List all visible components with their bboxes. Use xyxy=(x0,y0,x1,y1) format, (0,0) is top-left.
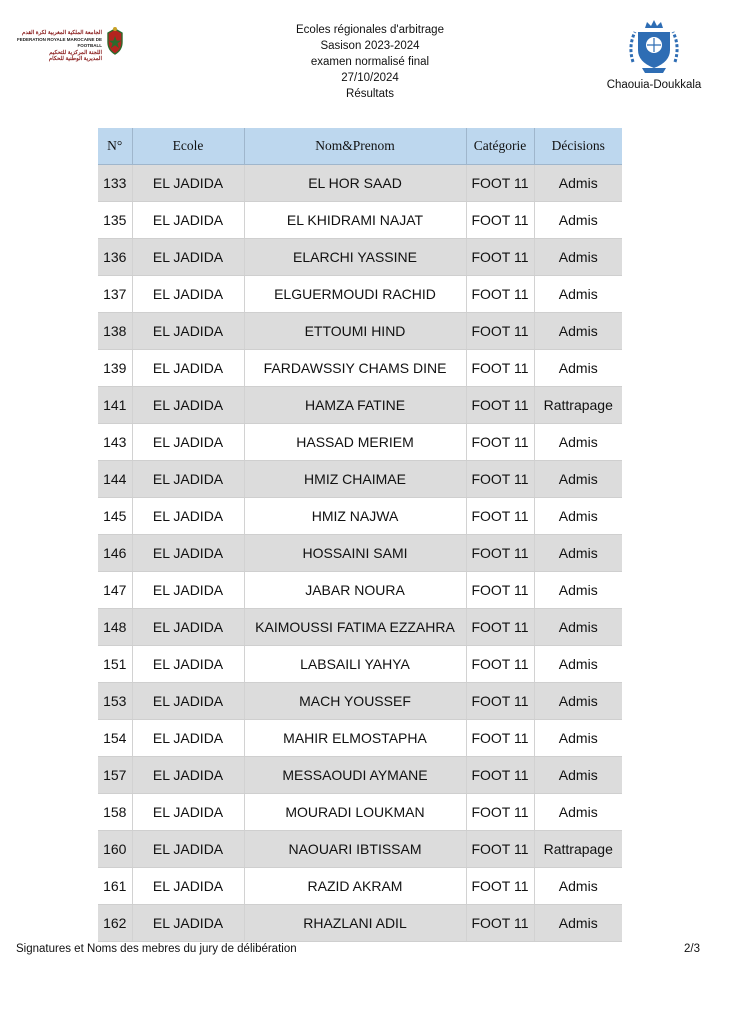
cell-decision: Admis xyxy=(534,720,622,757)
cell-category: FOOT 11 xyxy=(466,498,534,535)
cell-decision: Rattrapage xyxy=(534,831,622,868)
cell-number: 146 xyxy=(98,535,132,572)
cell-decision: Admis xyxy=(534,757,622,794)
cell-category: FOOT 11 xyxy=(466,313,534,350)
cell-decision: Admis xyxy=(534,683,622,720)
cell-number: 160 xyxy=(98,831,132,868)
cell-category: FOOT 11 xyxy=(466,831,534,868)
cell-decision: Admis xyxy=(534,165,622,202)
cell-school: EL JADIDA xyxy=(132,794,244,831)
cell-number: 148 xyxy=(98,609,132,646)
cell-name: EL HOR SAAD xyxy=(244,165,466,202)
table-row xyxy=(98,239,622,276)
document-title xyxy=(230,22,510,102)
cell-name: RHAZLANI ADIL xyxy=(244,905,466,942)
table-row xyxy=(98,276,622,313)
cell-decision: Rattrapage xyxy=(534,387,622,424)
cell-category: FOOT 11 xyxy=(466,646,534,683)
column-header-category: Catégorie xyxy=(466,128,534,165)
table-row xyxy=(98,868,622,905)
cell-category: FOOT 11 xyxy=(466,683,534,720)
cell-name: MACH YOUSSEF xyxy=(244,683,466,720)
cell-number: 144 xyxy=(98,461,132,498)
table-row xyxy=(98,387,622,424)
cell-category: FOOT 11 xyxy=(466,757,534,794)
cell-decision: Admis xyxy=(534,498,622,535)
table-row xyxy=(98,572,622,609)
cell-category: FOOT 11 xyxy=(466,165,534,202)
cell-number: 147 xyxy=(98,572,132,609)
cell-number: 157 xyxy=(98,757,132,794)
cell-name: ELARCHI YASSINE xyxy=(244,239,466,276)
table-row xyxy=(98,350,622,387)
cell-decision: Admis xyxy=(534,202,622,239)
cell-number: 158 xyxy=(98,794,132,831)
league-emblem-icon xyxy=(625,18,683,76)
cell-school: EL JADIDA xyxy=(132,313,244,350)
cell-category: FOOT 11 xyxy=(466,350,534,387)
table-row xyxy=(98,646,622,683)
federation-line: اللجنة المركزية للتحكيم xyxy=(49,49,102,56)
cell-number: 143 xyxy=(98,424,132,461)
cell-school: EL JADIDA xyxy=(132,424,244,461)
cell-name: HMIZ CHAIMAE xyxy=(244,461,466,498)
cell-decision: Admis xyxy=(534,424,622,461)
table-row xyxy=(98,498,622,535)
cell-decision: Admis xyxy=(534,609,622,646)
cell-school: EL JADIDA xyxy=(132,165,244,202)
cell-school: EL JADIDA xyxy=(132,831,244,868)
results-table xyxy=(98,128,622,942)
table-row xyxy=(98,794,622,831)
cell-category: FOOT 11 xyxy=(466,905,534,942)
cell-name: HASSAD MERIEM xyxy=(244,424,466,461)
cell-category: FOOT 11 xyxy=(466,720,534,757)
table-header-row xyxy=(98,128,622,165)
cell-number: 137 xyxy=(98,276,132,313)
cell-name: ETTOUMI HIND xyxy=(244,313,466,350)
table-row xyxy=(98,202,622,239)
cell-name: HMIZ NAJWA xyxy=(244,498,466,535)
cell-school: EL JADIDA xyxy=(132,239,244,276)
cell-school: EL JADIDA xyxy=(132,498,244,535)
cell-number: 145 xyxy=(98,498,132,535)
cell-decision: Admis xyxy=(534,276,622,313)
cell-name: KAIMOUSSI FATIMA EZZAHRA xyxy=(244,609,466,646)
cell-decision: Admis xyxy=(534,905,622,942)
cell-category: FOOT 11 xyxy=(466,276,534,313)
cell-decision: Admis xyxy=(534,572,622,609)
cell-number: 138 xyxy=(98,313,132,350)
cell-school: EL JADIDA xyxy=(132,609,244,646)
cell-name: MOURADI LOUKMAN xyxy=(244,794,466,831)
cell-number: 133 xyxy=(98,165,132,202)
cell-name: JABAR NOURA xyxy=(244,572,466,609)
title-line: 27/10/2024 xyxy=(341,72,399,84)
column-header-decision: Décisions xyxy=(534,128,622,165)
federation-name xyxy=(14,30,102,63)
cell-school: EL JADIDA xyxy=(132,720,244,757)
cell-school: EL JADIDA xyxy=(132,350,244,387)
cell-number: 161 xyxy=(98,868,132,905)
cell-name: NAOUARI IBTISSAM xyxy=(244,831,466,868)
federation-logo xyxy=(14,26,124,70)
title-line: Résultats xyxy=(346,88,394,100)
title-line: Sasison 2023-2024 xyxy=(320,40,420,52)
cell-number: 162 xyxy=(98,905,132,942)
cell-number: 151 xyxy=(98,646,132,683)
cell-school: EL JADIDA xyxy=(132,387,244,424)
cell-number: 139 xyxy=(98,350,132,387)
cell-category: FOOT 11 xyxy=(466,794,534,831)
cell-number: 136 xyxy=(98,239,132,276)
cell-school: EL JADIDA xyxy=(132,683,244,720)
cell-school: EL JADIDA xyxy=(132,572,244,609)
cell-name: HAMZA FATINE xyxy=(244,387,466,424)
cell-name: HOSSAINI SAMI xyxy=(244,535,466,572)
league-logo xyxy=(598,18,710,91)
cell-name: FARDAWSSIY CHAMS DINE xyxy=(244,350,466,387)
cell-number: 153 xyxy=(98,683,132,720)
table-row xyxy=(98,461,622,498)
table-row xyxy=(98,683,622,720)
cell-category: FOOT 11 xyxy=(466,202,534,239)
federation-line: FEDERATION ROYALE MAROCAINE DE FOOTBALL xyxy=(16,36,102,48)
cell-decision: Admis xyxy=(534,313,622,350)
cell-decision: Admis xyxy=(534,646,622,683)
table-row xyxy=(98,535,622,572)
league-name: Chaouia-Doukkala xyxy=(606,79,702,91)
cell-school: EL JADIDA xyxy=(132,905,244,942)
column-header-name: Nom&Prenom xyxy=(244,128,466,165)
cell-school: EL JADIDA xyxy=(132,646,244,683)
title-line: examen normalisé final xyxy=(310,56,430,68)
cell-number: 135 xyxy=(98,202,132,239)
cell-name: RAZID AKRAM xyxy=(244,868,466,905)
title-line: Ecoles régionales d'arbitrage xyxy=(296,24,444,36)
cell-name: LABSAILI YAHYA xyxy=(244,646,466,683)
cell-category: FOOT 11 xyxy=(466,535,534,572)
table-row xyxy=(98,831,622,868)
cell-decision: Admis xyxy=(534,794,622,831)
federation-line: المديرية الوطنية للحكام xyxy=(48,56,102,62)
cell-school: EL JADIDA xyxy=(132,276,244,313)
federation-emblem-icon xyxy=(104,26,126,56)
cell-category: FOOT 11 xyxy=(466,239,534,276)
cell-name: ELGUERMOUDI RACHID xyxy=(244,276,466,313)
cell-category: FOOT 11 xyxy=(466,609,534,646)
column-header-school: Ecole xyxy=(132,128,244,165)
cell-school: EL JADIDA xyxy=(132,202,244,239)
cell-name: EL KHIDRAMI NAJAT xyxy=(244,202,466,239)
cell-school: EL JADIDA xyxy=(132,535,244,572)
cell-name: MESSAOUDI AYMANE xyxy=(244,757,466,794)
table-row xyxy=(98,424,622,461)
table-row xyxy=(98,313,622,350)
table-row xyxy=(98,905,622,942)
jury-signatures-label: Signatures et Noms des mebres du jury de délibération xyxy=(16,943,297,955)
cell-name: MAHIR ELMOSTAPHA xyxy=(244,720,466,757)
cell-decision: Admis xyxy=(534,868,622,905)
cell-category: FOOT 11 xyxy=(466,868,534,905)
table-row xyxy=(98,165,622,202)
cell-school: EL JADIDA xyxy=(132,868,244,905)
cell-category: FOOT 11 xyxy=(466,572,534,609)
cell-number: 154 xyxy=(98,720,132,757)
cell-category: FOOT 11 xyxy=(466,424,534,461)
cell-category: FOOT 11 xyxy=(466,387,534,424)
table-row xyxy=(98,757,622,794)
cell-decision: Admis xyxy=(534,239,622,276)
federation-line: الجامعة الملكية المغربية لكرة القدم xyxy=(21,30,102,36)
page-number: 2/3 xyxy=(684,943,700,955)
column-header-number: N° xyxy=(98,128,132,165)
cell-school: EL JADIDA xyxy=(132,757,244,794)
cell-school: EL JADIDA xyxy=(132,461,244,498)
cell-decision: Admis xyxy=(534,461,622,498)
cell-category: FOOT 11 xyxy=(466,461,534,498)
table-row xyxy=(98,720,622,757)
table-row xyxy=(98,609,622,646)
cell-decision: Admis xyxy=(534,535,622,572)
cell-number: 141 xyxy=(98,387,132,424)
cell-decision: Admis xyxy=(534,350,622,387)
